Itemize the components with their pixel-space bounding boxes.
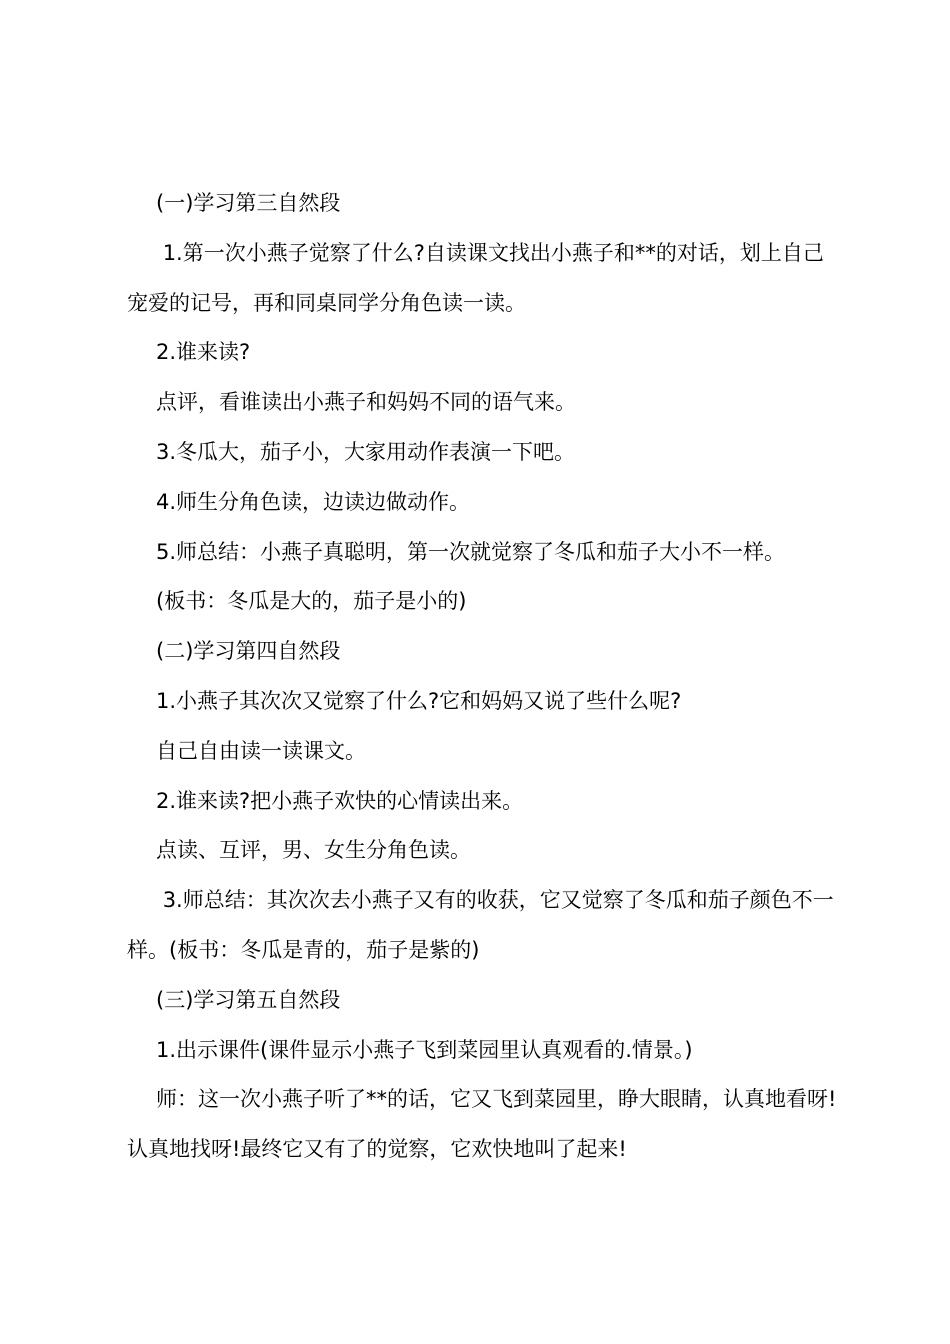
paragraph: 2.谁来读?把小燕子欢快的心情读出来。 — [156, 788, 524, 813]
document-body — [127, 179, 839, 1175]
paragraph: 1.小燕子其次次又觉察了什么?它和妈妈又说了些什么呢? — [156, 688, 682, 713]
paragraph: 自己自由读一读课文。 — [156, 738, 366, 763]
paragraph: 5.师总结：小燕子真聪明，第一次就觉察了冬瓜和茄子大小不一样。 — [156, 539, 786, 564]
paragraph: 4.师生分角色读，边读边做动作。 — [156, 489, 471, 514]
paragraph: 师：这一次小燕子听了**的话，它又飞到菜园里，睁大眼睛，认真地看呀!认真地找呀!最终它又有了的觉察，它欢快地叫了起来! — [127, 1087, 837, 1162]
paragraph: 1.第一次小燕子觉察了什么?自读课文找出小燕子和**的对话，划上自己宠爱的记号，再和同桌同学分角色读一读。 — [127, 240, 824, 315]
paragraph: 3.冬瓜大，茄子小，大家用动作表演一下吧。 — [156, 439, 576, 464]
section-heading-4: (二)学习第四自然段 — [156, 639, 341, 664]
paragraph: 3.师总结：其次次去小燕子又有的收获，它又觉察了冬瓜和茄子颜色不一样。(板书：冬瓜是青的，茄子是紫的) — [127, 888, 834, 962]
paragraph: 1.出示课件(课件显示小燕子飞到菜园里认真观看的.情景。) — [156, 1037, 693, 1062]
paragraph: 点读、互评，男、女生分角色读。 — [156, 838, 471, 863]
paragraph: 2.谁来读? — [156, 340, 251, 365]
board-note: (板书：冬瓜是大的，茄子是小的) — [156, 589, 467, 614]
section-heading-3: (一)学习第三自然段 — [156, 191, 341, 215]
paragraph: 点评，看谁读出小燕子和妈妈不同的语气来。 — [156, 390, 576, 415]
section-heading-5: (三)学习第五自然段 — [156, 987, 341, 1012]
